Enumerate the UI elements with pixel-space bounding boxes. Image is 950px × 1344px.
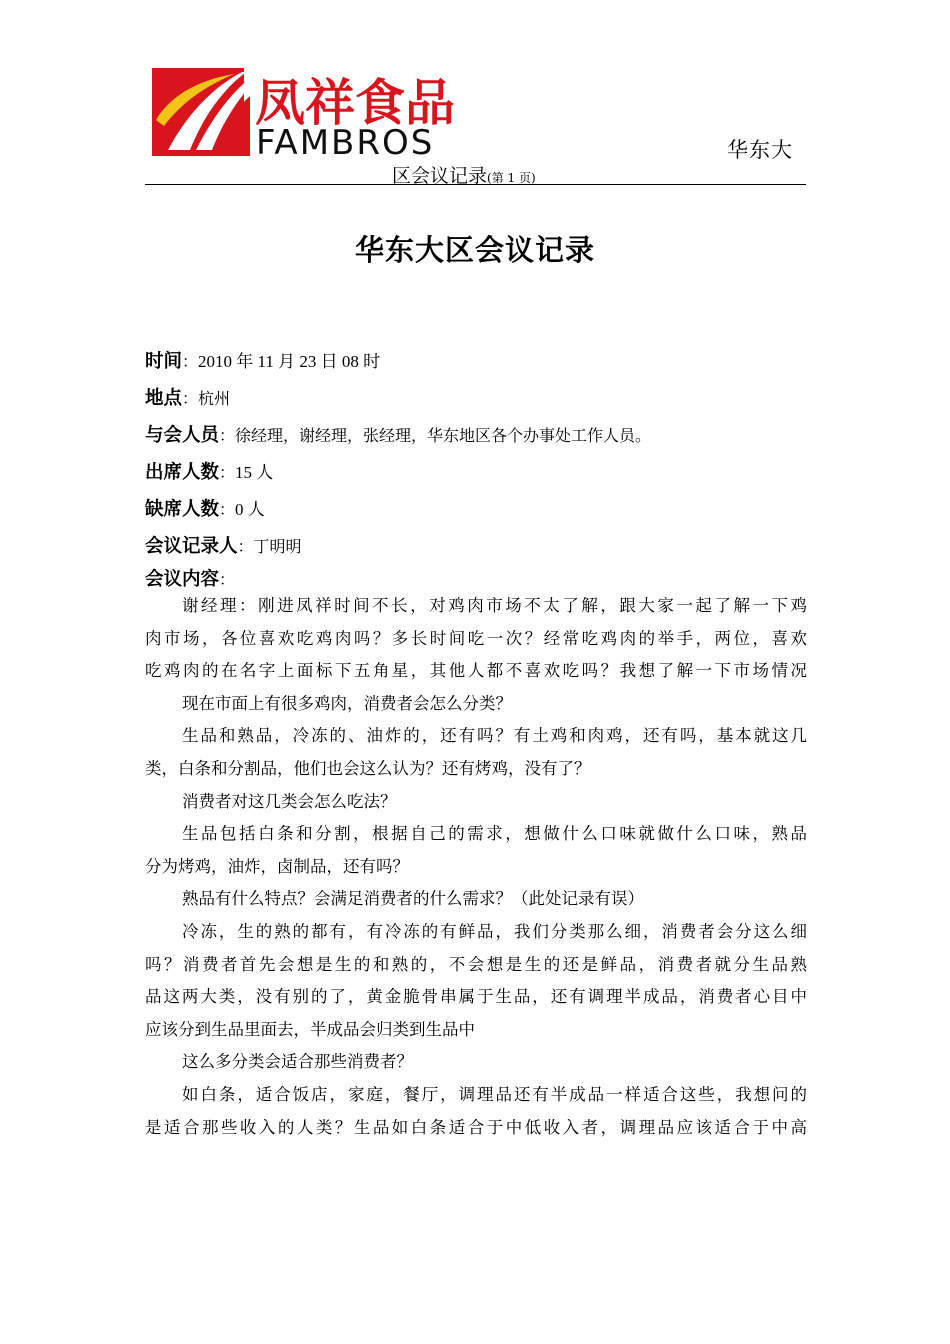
header-divider	[145, 184, 806, 185]
content-line: 生品包括白条和分割，根据自己的需求，想做什么口味就做什么口味，熟品	[182, 824, 807, 844]
meta-sep: ：	[237, 537, 254, 556]
content-line: 肉市场，各位喜欢吃鸡肉吗？多长时间吃一次？经常吃鸡肉的举手，两位，喜欢	[145, 628, 807, 648]
content-line: 如白条，适合饭店，家庭，餐厅，调理品还有半成品一样适合这些，我想问的	[182, 1084, 807, 1104]
content-heading	[145, 568, 235, 592]
meta-sep: ：	[219, 426, 236, 445]
meta-recorder	[145, 534, 815, 571]
content-line: 冷冻，生的熟的都有，有冷冻的有鲜品，我们分类那么细，消费者会分这么细	[182, 921, 807, 941]
meta-sep: ：	[182, 352, 199, 371]
meta-label: 会议记录人	[145, 536, 238, 557]
meta-time	[145, 349, 815, 386]
meta-location	[145, 386, 815, 423]
header-subtitle-text: 区会议记录	[392, 165, 488, 187]
content-line: 分为烤鸡，油炸，卤制品，还有吗？	[145, 856, 409, 876]
content-line: 消费者对这几类会怎么吃法？	[182, 791, 397, 811]
meta-sep: ：	[182, 389, 199, 408]
content-line: 现在市面上有很多鸡肉，消费者会怎么分类？	[182, 693, 512, 713]
meta-label: 缺席人数	[145, 499, 220, 520]
meta-value: 15 人	[235, 463, 274, 482]
meta-value: 0 人	[235, 500, 265, 519]
meta-label: 出席人数	[145, 462, 220, 483]
meeting-meta	[145, 349, 815, 571]
content-line: 熟品有什么特点？会满足消费者的什么需求？（此处记录有误）	[182, 889, 644, 909]
meta-value: 杭州	[198, 389, 231, 408]
fambros-logo	[150, 66, 470, 158]
content-line: 品这两大类，没有别的了，黄金脆骨串属于生品，还有调理半成品，消费者心目中	[145, 987, 807, 1007]
content-line: 是适合那些收入的人类？生品如白条适合于中低收入者，调理品应该适合于中高	[145, 1117, 807, 1137]
page-number: (第 1 页)	[487, 171, 536, 185]
meta-value: 2010 年 11 月 23 日 08 时	[198, 352, 381, 371]
content-line: 生品和熟品，冷冻的、油炸的，还有吗？有土鸡和肉鸡，还有吗，基本就这几	[182, 726, 807, 746]
meta-attendees	[145, 423, 815, 460]
content-heading-text: 会议内容	[145, 569, 220, 590]
meta-label: 时间	[145, 351, 183, 372]
meta-sep: ：	[219, 500, 236, 519]
meta-sep: ：	[219, 463, 236, 482]
header-region-text: 华东大	[727, 138, 793, 162]
content-line: 吃鸡肉的在名字上面标下五角星，其他人都不喜欢吃吗？我想了解一下市场情况	[145, 661, 807, 681]
content-line: 吗？消费者首先会想是生的和熟的，不会想是生的还是鲜品，消费者就分生品熟	[145, 954, 807, 974]
content-line: 应该分到生品里面去，半成品会归类到生品中	[145, 1019, 475, 1039]
meta-absent-count	[145, 497, 815, 534]
content-line: 类，白条和分割品，他们也会这么认为？还有烤鸡，没有了？	[145, 758, 591, 778]
logo-text-en: FAMBROS	[256, 123, 435, 158]
meta-label: 与会人员	[145, 425, 220, 446]
meeting-content	[145, 590, 807, 1144]
meta-value: 徐经理，谢经理，张经理，华东地区各个办事处工作人员。	[235, 426, 652, 445]
logo-text-cn: 凤祥食品	[255, 74, 455, 132]
document-title: 华东大区会议记录	[354, 233, 595, 267]
content-line: 这么多分类会适合那些消费者？	[182, 1052, 413, 1072]
meta-present-count	[145, 460, 815, 497]
content-heading-colon: ：	[219, 570, 236, 589]
content-line: 谢经理：刚进凤祥时间不长，对鸡肉市场不太了解，跟大家一起了解一下鸡	[182, 596, 807, 615]
meta-label: 地点	[145, 388, 183, 409]
meta-value: 丁明明	[253, 537, 302, 556]
